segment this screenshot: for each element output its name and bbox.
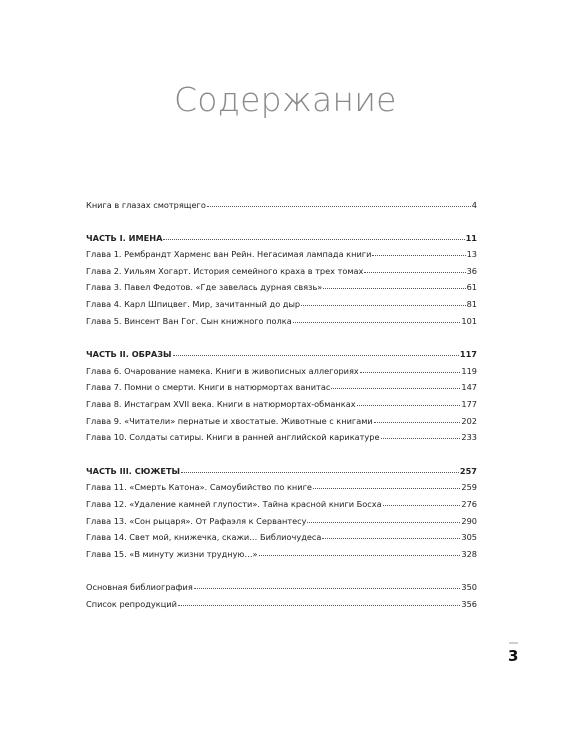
- toc-entry-title: Глава 14. Свет мой, книжечка, скажи… Библиочудеса: [86, 532, 322, 543]
- toc-entry-page: 101: [461, 315, 477, 326]
- part-page: 117: [459, 349, 477, 360]
- toc-entry-title: Глава 8. Инстаграм XVII века. Книги в натюрмортах-обманках: [86, 398, 356, 409]
- dot-leader: [357, 404, 461, 406]
- dot-leader: [364, 271, 465, 273]
- toc-entry-page: 290: [461, 515, 477, 526]
- toc-entry: [86, 529, 477, 546]
- toc-entry-page: 61: [466, 282, 477, 293]
- toc-entry: [86, 313, 477, 330]
- dot-leader: [323, 287, 465, 289]
- toc-entry: [86, 429, 477, 446]
- toc-entry-title: Глава 13. «Сон рыцаря». От Рафаэля к Сервантесу: [86, 515, 307, 526]
- toc-entry: [86, 396, 477, 413]
- dot-leader: [374, 421, 461, 423]
- toc-entry-title: Глава 15. «В минуту жизни трудную…»: [86, 548, 258, 559]
- dot-leader: [293, 321, 461, 323]
- toc-entry-title: Глава 9. «Читатели» пернатые и хвостатые. Животные с книгами: [86, 415, 373, 426]
- toc-entry-page: 305: [461, 532, 477, 543]
- part-title: ЧАСТЬ II. ОБРАЗЫ: [86, 349, 172, 360]
- toc-part-heading-1: [86, 230, 477, 247]
- dot-leader: [372, 254, 465, 256]
- toc-entry: [86, 246, 477, 263]
- page-title: Содержание: [174, 80, 397, 119]
- toc-entry-page: 81: [466, 298, 477, 309]
- toc-entry-title: Глава 5. Винсент Ван Гог. Сын книжного полка: [86, 315, 292, 326]
- toc-entry-bibliography: [86, 579, 477, 596]
- toc-entry-page: 276: [461, 498, 477, 509]
- dot-leader: [207, 205, 471, 207]
- dot-leader: [307, 521, 460, 523]
- toc-entry: [86, 546, 477, 563]
- toc-entry-page: 177: [461, 398, 477, 409]
- toc-entry-title: Глава 7. Помни о смерти. Книги в натюрмортах ванитас: [86, 382, 331, 393]
- toc-entry: [86, 413, 477, 430]
- toc-entry-page: 13: [466, 249, 477, 260]
- toc-entry-page: 36: [466, 265, 477, 276]
- part-page: 257: [459, 465, 477, 476]
- toc-entry: [86, 363, 477, 380]
- dot-leader: [381, 437, 461, 439]
- part-title: ЧАСТЬ III. СЮЖЕТЫ: [86, 465, 181, 476]
- table-of-contents: [86, 197, 477, 612]
- dot-leader: [360, 371, 461, 373]
- toc-entry-intro: [86, 197, 477, 214]
- toc-entry-title: Глава 10. Солдаты сатиры. Книги в ранней английской карикатуре: [86, 432, 380, 443]
- toc-entry-page: 328: [461, 548, 477, 559]
- toc-entry: [86, 496, 477, 513]
- page-number: 3: [508, 647, 519, 665]
- dot-leader: [194, 587, 461, 589]
- page-number-rule: [509, 642, 518, 644]
- toc-entry: [86, 296, 477, 313]
- toc-entry-title: Глава 12. «Удаление камней глупости». Тайна красной книги Босха: [86, 498, 382, 509]
- toc-entry-page: 350: [461, 582, 477, 593]
- toc-entry-page: 4: [471, 200, 477, 210]
- toc-part-heading-2: [86, 346, 477, 363]
- toc-entry-title: Глава 1. Рембрандт Харменс ван Рейн. Негасимая лампада книги: [86, 249, 372, 260]
- dot-leader: [259, 554, 461, 556]
- toc-entry-page: 147: [461, 382, 477, 393]
- toc-entry: [86, 263, 477, 280]
- dot-leader: [331, 387, 460, 389]
- toc-entry-page: 356: [461, 598, 477, 609]
- toc-entry-reproductions: [86, 596, 477, 613]
- dot-leader: [178, 604, 460, 606]
- dot-leader: [313, 487, 460, 489]
- toc-entry: [86, 379, 477, 396]
- toc-entry-title: Глава 2. Уильям Хогарт. История семейного краха в трех томах: [86, 265, 364, 276]
- dot-leader: [383, 504, 461, 506]
- toc-entry-page: 259: [461, 482, 477, 493]
- dot-leader: [301, 304, 465, 306]
- toc-entry-title: Основная библиография: [86, 582, 193, 593]
- toc-entry-title: Глава 6. Очарование намека. Книги в живописных аллегориях: [86, 365, 359, 376]
- toc-entry-title: Глава 11. «Смерть Катона». Самоубийство по книге: [86, 482, 312, 493]
- dot-leader: [181, 471, 459, 473]
- toc-entry-title: Глава 3. Павел Федотов. «Где завелась дурная связь»: [86, 282, 323, 293]
- toc-entry-page: 119: [461, 365, 477, 376]
- dot-leader: [322, 537, 460, 539]
- toc-entry-page: 202: [461, 415, 477, 426]
- toc-part-heading-3: [86, 463, 477, 480]
- toc-entry: [86, 279, 477, 296]
- dot-leader: [173, 354, 459, 356]
- toc-entry-title: Глава 4. Карл Шпицвег. Мир, зачитанный до дыр: [86, 298, 301, 309]
- toc-entry: [86, 513, 477, 530]
- dot-leader: [163, 238, 464, 240]
- toc-entry-title: Список репродукций: [86, 598, 177, 609]
- toc-entry-title: Книга в глазах смотрящего: [86, 200, 206, 210]
- toc-entry: [86, 479, 477, 496]
- part-page: 11: [465, 232, 477, 243]
- part-title: ЧАСТЬ I. ИМЕНА: [86, 232, 163, 243]
- toc-entry-page: 233: [461, 432, 477, 443]
